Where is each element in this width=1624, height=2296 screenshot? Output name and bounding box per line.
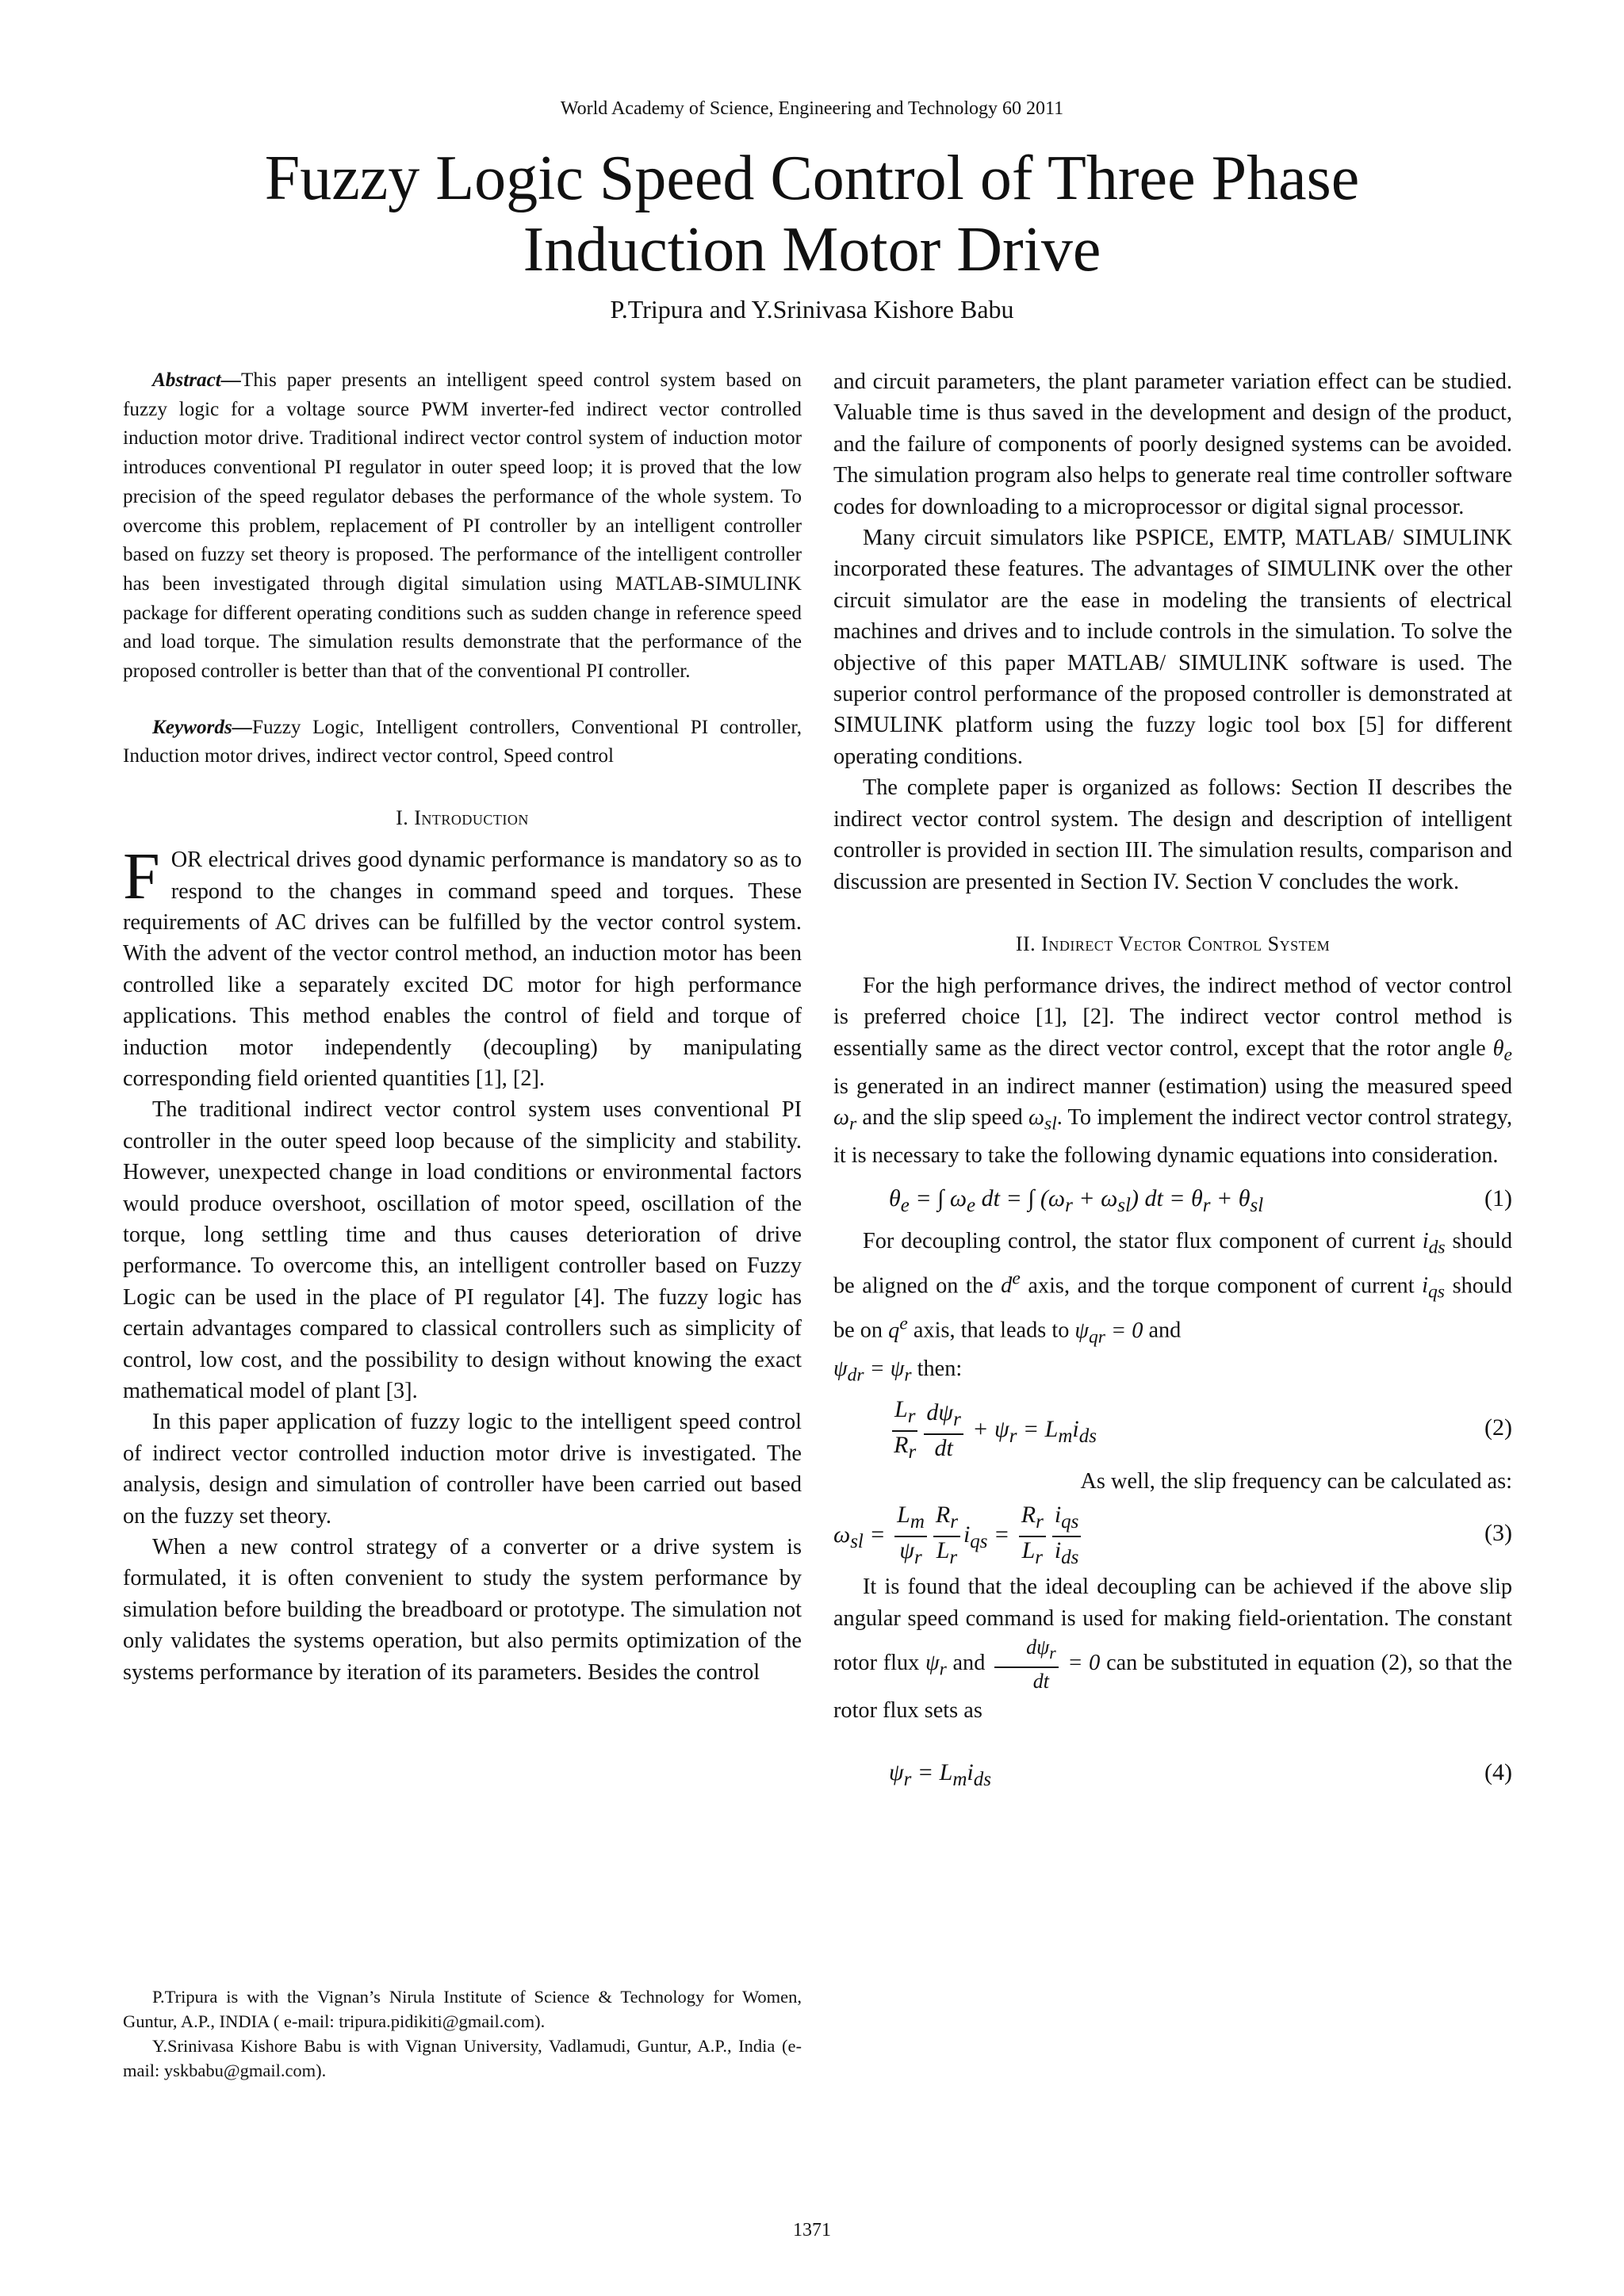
equation-3-number: (3) [1484,1520,1512,1547]
footnote-1: P.Tripura is with the Vignan’s Nirula Institute of Science & Technology for Women, Guntur, A.P., INDIA ( e-mail: tripura.pidikiti@gmail.com). [123,1987,802,2031]
equation-4-number: (4) [1484,1758,1512,1785]
symbol-theta-e: $\theta_e$ [1492,1035,1512,1066]
symbol-q-e: $q^e$ [888,1313,908,1343]
ivc-p4-text-c: can be substituted in equation (2), so that the rotor flux sets as [833,1651,1513,1724]
section-heading-indirect-vector-control: II. Indirect Vector Control System [1015,932,1331,955]
author-line: P.Tripura and Y.Srinivasa Kishore Babu [610,295,1014,323]
keywords-lead: Keywords [152,716,232,738]
drop-cap: F [123,840,160,914]
ivc-p1-text-b: is generated in an indirect manner (estimation) using the measured speed [833,1073,1512,1099]
section-heading-introduction: I. Introduction [396,806,529,830]
abstract-text: This paper presents an intelligent speed control system based on fuzzy logic for a voltage source PWM inverter-fed indirect vector controlled induction motor drive. Traditional indirect vector control system of induction motor introduces conventional PI regulator in outer speed loop; it is proved that the low precision of the speed regulator debases the performance of the whole system. To overcome this problem, replacement of PI controller by an intelligent controller based on fuzzy set theory is proposed. The performance of the intelligent controller has been investigated through digital simulation using MATLAB-SIMULINK package for different operating conditions such as sudden change in reference speed and load torque. The simulation results demonstrate that the performance of the proposed controller is better than that of the conventional PI controller. [123,369,802,683]
symbol-i-qs: $i_{qs}$ [1422,1273,1445,1303]
intro-paragraph-2: The traditional indirect vector control system uses conventional PI controller in the outer speed loop because of the simplicity and stability. However, unexpected change in load conditions or environmental factors would produce overshoot, oscillation of motor speed, oscillation of the torque, long settling time and thus causes deterioration of drive performance. To overcome this, an intelligent controller based on Fuzzy Logic can be used in the place of PI regulator [4]. The fuzzy logic has certain advantages compared to classical controllers such as simplicity of control, low cost, and the possibility to design without knowing the exact mathematical model of plant [3]. [123,1097,802,1404]
ivc-paragraph-3: As well, the slip frequency can be calculated as: [1080,1468,1512,1494]
ivc-p2-text-g: then: [917,1356,963,1381]
symbol-psi-r: $\psi_r$ [925,1651,947,1680]
equation-1 [833,1177,1512,1221]
intro-paragraph-3: In this paper application of fuzzy logic to the intelligent speed control of indirect vector controlled induction motor drive is investigated. The analysis, design and simulation of controller have been carried out based on the fuzzy set theory. [123,1410,802,1529]
ivc-paragraph-2 [833,1226,1512,1391]
abstract [123,366,802,687]
symbol-dpsi-dt-zero: $\frac{d\psi_r}{dt}$ [994,1634,1059,1695]
symbol-d-e: $d^e$ [1001,1268,1021,1299]
ivc-p2-text-b: should be aligned on the [833,1228,1512,1299]
ivc-p2-text-d: should be on [833,1273,1513,1343]
equation-2-number: (2) [1484,1414,1512,1441]
symbol-psi-dr-eq: $\psi_{dr} = \psi_r$ [833,1356,912,1386]
abstract-lead: Abstract [152,369,221,391]
ivc-p2-text-f: and [1148,1318,1182,1343]
keywords-text: Fuzzy Logic, Intelligent controllers, Conventional PI controller, Induction motor drives, indirect vector control, Speed control [123,716,802,767]
symbol-i-ds: $i_{ds}$ [1422,1228,1446,1258]
ivc-p4-text-b: and [952,1651,986,1676]
equation-4-expression: $\psi_r = L_mi_{ds}$ [889,1758,991,1790]
symbol-psi-qr-zero: $\psi_{qr} = 0$ [1074,1318,1143,1348]
running-head: World Academy of Science, Engineering and Technology 60 2011 [560,98,1064,119]
ivc-paragraph-4: It is found that the ideal decoupling can be achieved if the above slip angular speed command is used for making field-orientation. The constant rotor flux $\psi_r$ and $\frac{d\psi_r}{dt}$ = 0 can be substituted in equation (2), so that the rotor flux sets as [833,1575,1513,1724]
ivc-p1-text-d: . To implement the indirect vector control strategy, it is necessary to take the following dynamic equations into consideration. [833,1105,1513,1169]
footnote-2: Y.Srinivasa Kishore Babu is with Vignan University, Vadlamudi, Guntur, A.P., India (e-mail: yskbabu@gmail.com). [123,2036,802,2080]
symbol-omega-r: $\omega_r$ [833,1105,857,1135]
equation-1-expression: $\theta_e$ = ∫ $\omega_e$ dt = ∫ $(\omega_r + \omega_{sl})$ dt = $\theta_r + \theta_{sl}$ [889,1184,1264,1216]
symbol-omega-sl: $\omega_{sl}$ [1028,1105,1057,1135]
equation-1-number: (1) [1484,1184,1512,1211]
ivc-p2-text-a: For decoupling control, the stator flux component of current [863,1228,1415,1253]
keywords-dash: — [232,716,252,738]
intro-paragraph-1 [123,840,802,1094]
equation-2 [833,1396,1512,1461]
left-column [123,366,802,1688]
equation-2-expression: $\frac{L_r}{R_r}$ $\frac{d\psi_r}{dt}$ + $\psi_r = L_mi_{ds}$ [889,1396,1097,1466]
ivc-p1-text-a: For the high performance drives, the indirect method of vector control is preferred choice [1], [2]. The indirect vector control method is essentially same as the direct vector control, except that the rotor angle [833,973,1512,1061]
ivc-paragraph-1 [833,970,1512,1172]
ivc-p2-text-e: axis, that leads to [913,1318,1070,1343]
equation-3 [833,1502,1512,1567]
intro-paragraph-7: The complete paper is organized as follows: Section II describes the indirect vector control system. The design and description of intelligent controller is provided in section III. The simulation results, comparison and discussion are presented in Section IV. Section V concludes the work. [833,775,1512,894]
right-column [833,366,1512,1800]
ivc-p2-text-c: axis, and the torque component of current [1028,1273,1415,1299]
ivc-p4-text-a: It is found that the ideal decoupling can be achieved if the above slip angular speed command is used for making field-orientation. The constant rotor flux [833,1575,1512,1676]
author-footnotes [123,1984,802,2083]
title-line-2: Induction Motor Drive [523,215,1101,285]
intro-paragraph-6: Many circuit simulators like PSPICE, EMTP, MATLAB/ SIMULINK incorporated these features. The advantages of SIMULINK over the other circuit simulator are the ease in modeling the transients of electrical machines and drives and to include controls in the simulation. To solve the objective of this paper MATLAB/ SIMULINK software is used. The superior control performance of the proposed controller is demonstrated at SIMULINK platform using the fuzzy logic tool box [5] for different operating conditions. [833,526,1512,769]
equation-3-expression: $\omega_{sl}$ = $\frac{L_m}{\psi_r}$ $\frac{R_r}{L_r}$ $i_{qs}$ = $\frac{R_r}{L_r}$ $\frac{i_{qs}}{i_{ds}}$ [833,1502,1084,1571]
ivc-p1-text-c: and the slip speed [862,1105,1023,1131]
paper-title [0,143,1624,285]
intro-paragraph-4: When a new control strategy of a converter or a drive system is formulated, it is often convenient to study the system performance by simulation before building the breadboard or prototype. The simulation not only validates the systems operation, but also permits optimization of the systems performance by iteration of its parameters. Besides the control [123,1535,802,1685]
keywords [123,714,802,771]
abstract-dash: — [220,369,241,391]
title-line-1: Fuzzy Logic Speed Control of Three Phase [264,144,1360,213]
equation-4 [833,1751,1512,1795]
intro-paragraph-5: and circuit parameters, the plant parameter variation effect can be studied. Valuable time is thus saved in the development and design of the product, and the failure of components of poorly designed systems can be avoided. The simulation program also helps to generate real time controller software codes for downloading to a microprocessor or digital signal processor. [833,369,1512,519]
page-number: 1371 [793,2220,831,2241]
intro-p1-text: OR electrical drives good dynamic performance is mandatory so as to respond to the changes in command speed and torques. These requirements of AC drives can be fulfilled by the vector control system. With the advent of the vector control method, an induction motor has been controlled like a separately excited DC motor for high performance applications. This method enables the control of field and torque of induction motor independently (decoupling) by manipulating corresponding field oriented quantities [1], [2]. [123,848,802,1091]
